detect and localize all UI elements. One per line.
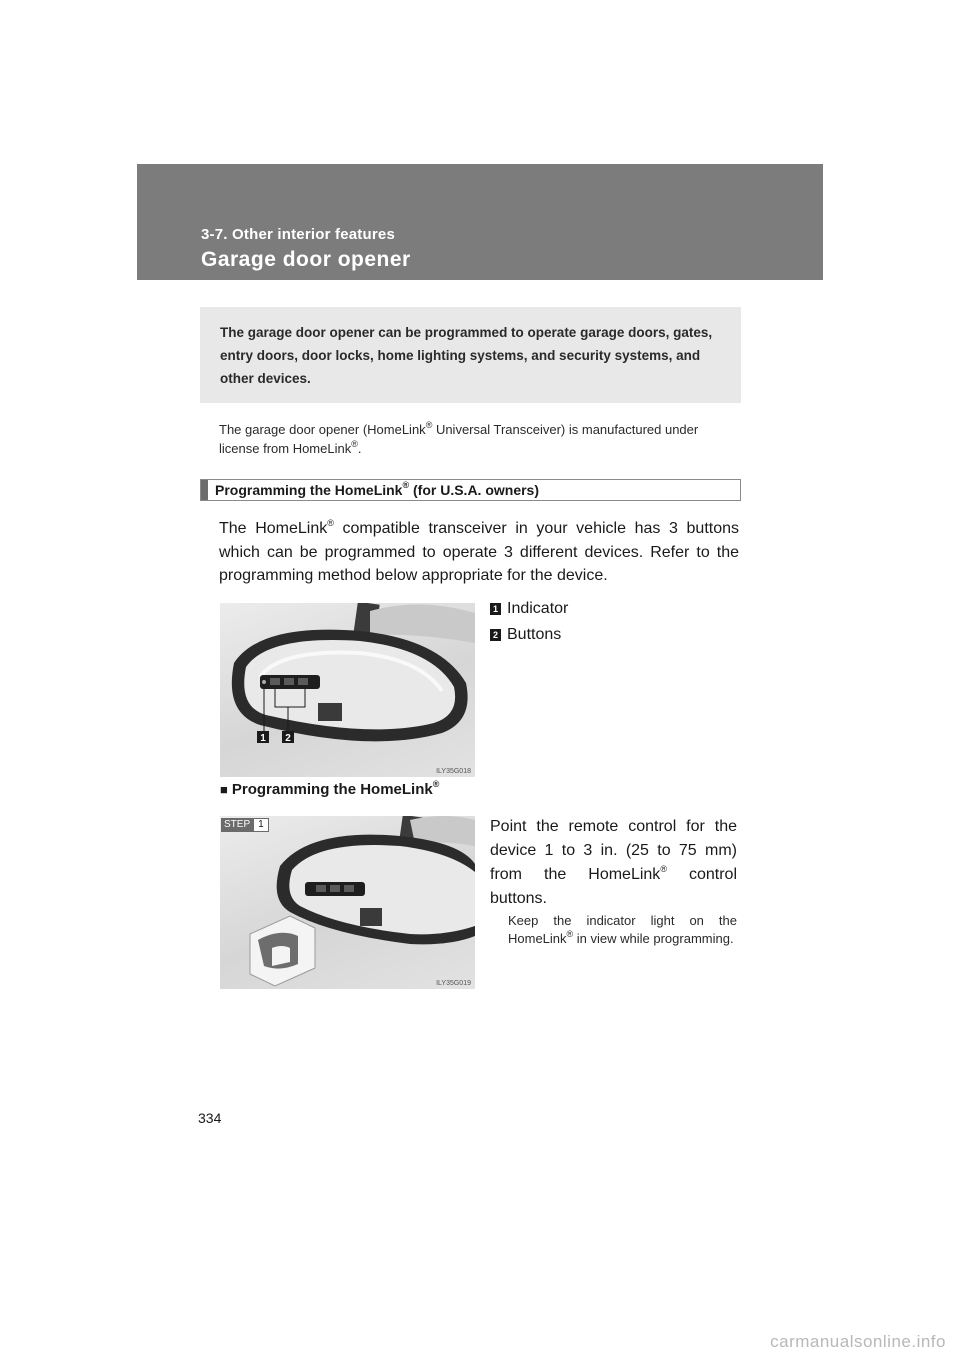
mirror-drawing — [220, 603, 475, 777]
callout-label: Indicator — [507, 600, 569, 617]
callout-buttons — [490, 626, 561, 644]
step1-note — [508, 912, 737, 948]
callout-indicator — [490, 600, 568, 618]
heading-accent — [201, 480, 208, 500]
registered-mark: ® — [432, 779, 440, 789]
header-band — [137, 164, 823, 280]
step1-note-part1: Keep the indicator light on the HomeLink — [508, 913, 737, 946]
registered-mark: ® — [425, 419, 433, 430]
section-heading — [200, 479, 741, 501]
registered-mark: ® — [566, 928, 574, 939]
step1-drawing — [220, 816, 475, 989]
step1-text-part1: Point the remote control for the device 1 to 3 in. (25 to 75 mm) from the HomeLink — [490, 818, 737, 883]
section-heading-text — [215, 482, 539, 498]
step1-text — [490, 815, 737, 911]
step1-note-part2: in view while programming. — [573, 931, 734, 946]
license-text — [219, 420, 741, 458]
license-text-part2: Universal Transceiver) is manufactured under license from HomeLink — [219, 422, 699, 456]
figure-code: ILY35G018 — [436, 768, 471, 775]
intro-text: The garage door opener can be programmed to operate garage doors, gates, entry doors, door locks, home lighting systems, and security systems, and other devices. — [220, 325, 713, 386]
step-badge-label: STEP — [221, 818, 253, 832]
page-title: Garage door opener — [201, 248, 411, 271]
figure-code: ILY35G019 — [436, 980, 471, 987]
registered-mark: ® — [351, 438, 358, 449]
page-number: 334 — [198, 1110, 222, 1126]
subsection-heading — [220, 781, 439, 798]
license-text-part1: The garage door opener (HomeLink — [219, 422, 426, 437]
callout-number: 1 — [490, 603, 501, 615]
heading-part1: Programming the HomeLink — [215, 482, 403, 498]
svg-text:1: 1 — [260, 733, 266, 744]
subsection-title: Programming the HomeLink — [231, 781, 433, 798]
registered-mark: ® — [660, 863, 667, 874]
intro-box — [200, 307, 741, 403]
mirror-illustration — [220, 603, 475, 777]
callout-label: Buttons — [507, 626, 562, 643]
svg-text:2: 2 — [285, 733, 291, 744]
callout-number: 2 — [490, 629, 501, 641]
registered-mark: ® — [327, 517, 334, 528]
body-part1: The HomeLink — [219, 520, 328, 537]
step-badge-number: 1 — [253, 818, 269, 832]
step1-text-part2: control buttons. — [490, 866, 737, 907]
square-bullet-icon: ■ — [220, 782, 228, 797]
license-text-part3: . — [357, 441, 362, 456]
heading-part2: (for U.S.A. owners) — [409, 482, 540, 498]
step1-illustration — [220, 816, 475, 989]
body-paragraph — [219, 517, 739, 588]
step-badge — [221, 818, 269, 832]
section-label: 3-7. Other interior features — [201, 226, 395, 243]
watermark[interactable]: carmanualsonline.info — [770, 1332, 946, 1351]
body-part2: compatible transceiver in your vehicle has 3 buttons which can be programmed to operate 3 different devices. Refer to the programming method below appropriate for the device. — [219, 520, 740, 584]
registered-mark: ® — [402, 480, 410, 491]
